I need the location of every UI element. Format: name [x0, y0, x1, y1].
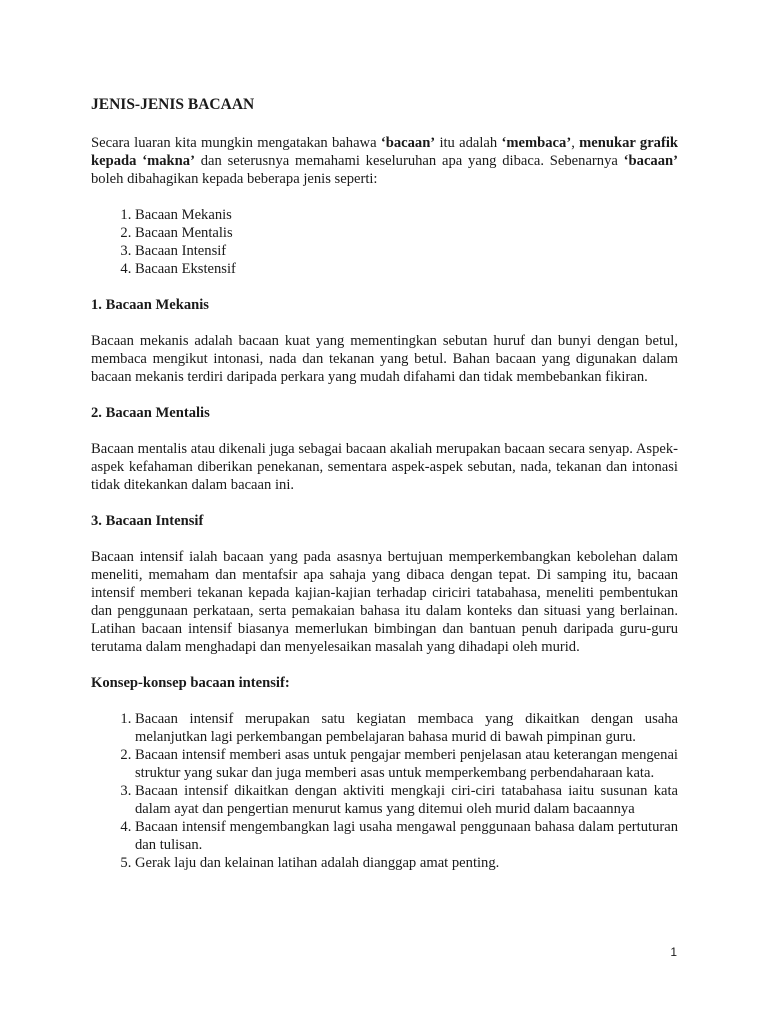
section-heading-mentalis: 2. Bacaan Mentalis	[91, 405, 210, 421]
intro-bold-term: ‘membaca’	[501, 135, 572, 151]
list-item: 4. Bacaan Ekstensif	[135, 260, 678, 278]
intro-bold-term: ‘bacaan’	[623, 153, 678, 169]
intro-bold-term: menukar grafik kepada ‘makna’	[91, 135, 678, 169]
document-title: JENIS-JENIS BACAAN	[91, 96, 255, 113]
section-heading-mekanis: 1. Bacaan Mekanis	[91, 297, 209, 313]
list-item: 4. Bacaan intensif mengembangkan lagi usaha mengawal penggunaan bahasa dalam pertuturan dan tulisan.	[135, 818, 678, 854]
page-number: 1	[670, 945, 677, 959]
reading-types-list	[91, 206, 678, 278]
intro-text: dan seterusnya memahami keseluruhan apa yang dibaca. Sebenarnya	[194, 153, 624, 169]
list-item: 2. Bacaan intensif memberi asas untuk pengajar memberi penjelasan atau keterangan mengenai struktur yang sukar dan juga memberi asas untuk memperkembang perbendaharaan kata.	[135, 746, 678, 782]
list-item: 2. Bacaan Mentalis	[135, 224, 678, 242]
intro-paragraph	[91, 134, 678, 188]
section-body-mekanis: Bacaan mekanis adalah bacaan kuat yang mementingkan sebutan huruf dan bunyi dengan betul, membaca mengikut intonasi, nada dan tekanan yang betul. Bahan bacaan yang digunakan dalam bacaan mekanis terdiri daripada perkara yang mudah difahami dan tidak membebankan fikiran.	[91, 333, 678, 385]
list-item: 5. Gerak laju dan kelainan latihan adalah dianggap amat penting.	[135, 854, 678, 872]
concepts-heading: Konsep-konsep bacaan intensif:	[91, 675, 290, 691]
intro-text: boleh dibahagikan kepada beberapa jenis seperti:	[91, 171, 378, 187]
section-body-mentalis: Bacaan mentalis atau dikenali juga sebagai bacaan akaliah merupakan bacaan secara senyap. Aspek-aspek kefahaman diberikan penekanan, sementara aspek-aspek sebutan, nada, tekanan dan intonasi tidak ditekankan dalam bacaan ini.	[91, 441, 678, 493]
list-item: 1. Bacaan intensif merupakan satu kegiatan membaca yang dikaitkan dengan usaha melanjutkan lagi perkembangan pembelajaran bahasa murid di bawah pimpinan guru.	[135, 710, 678, 746]
list-item: 3. Bacaan intensif dikaitkan dengan aktiviti mengkaji ciri-ciri tatabahasa iaitu susunan kata dalam ayat dan pengertian menurut kamus yang ditemui oleh murid dalam bacaannya	[135, 782, 678, 818]
list-item: 1. Bacaan Mekanis	[135, 206, 678, 224]
document-page	[91, 96, 678, 890]
list-item: 3. Bacaan Intensif	[135, 242, 678, 260]
intro-text: ,	[571, 135, 580, 151]
intro-text: Secara luaran kita mungkin mengatakan bahawa	[91, 135, 381, 151]
concepts-list	[91, 710, 678, 872]
section-heading-intensif: 3. Bacaan Intensif	[91, 513, 204, 529]
intro-text: itu adalah	[435, 135, 502, 151]
intro-bold-term: ‘bacaan’	[380, 135, 436, 151]
section-body-intensif: Bacaan intensif ialah bacaan yang pada asasnya bertujuan memperkembangkan kebolehan dalam meneliti, memaham dan mentafsir apa sahaja yang dibaca dengan tepat. Di samping itu, bacaan intensif memberi tekanan kepada kajian-kajian terhadap ciriciri tatabahasa, meneliti pembentukan dan penggunaan perkataan, serta pemakaian bahasa itu dalam konteks dan situasi yang berlainan. Latihan bacaan intensif biasanya memerlukan bimbingan dan bantuan penuh daripada guru-guru terutama dalam menghadapi dan menyelesaikan masalah yang dihadapi oleh murid.	[91, 549, 678, 655]
